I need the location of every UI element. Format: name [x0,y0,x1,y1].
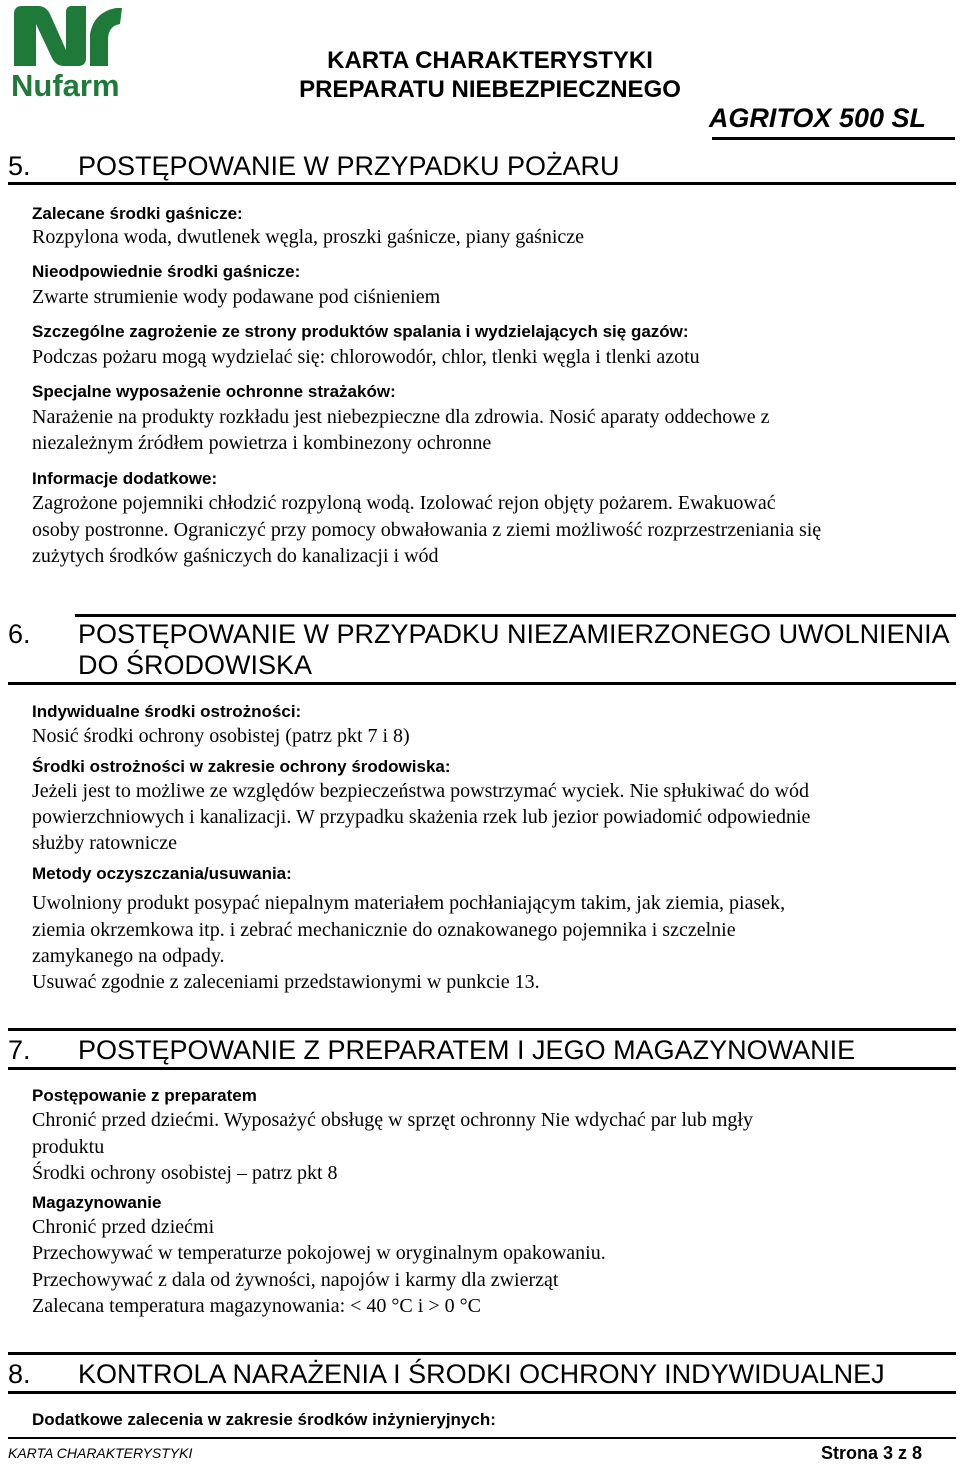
section-8-rule [8,1391,956,1394]
section-7-title: POSTĘPOWANIE Z PREPARATEM I JEGO MAGAZYNOWANIE [78,1035,856,1065]
section-7-top-rule [8,1028,956,1031]
label-combustion-hazards: Szczególne zagrożenie ze strony produktów spalania i wydzielających się gazów: [32,322,689,341]
text-personal-precautions: Nosić środki ochrony osobistej (patrz pkt 7 i 8) [32,725,410,747]
section-5-number: 5. [8,151,31,181]
text-storage-4: Zalecana temperatura magazynowania: < 40 °C i > 0 °C [32,1295,481,1317]
text-additional-info-1: Zagrożone pojemniki chłodzić rozpyloną wodą. Izolować rejon objęty pożarem. Ewakuować [32,492,776,514]
label-cleanup-methods: Metody oczyszczania/usuwania: [32,864,292,883]
header-rule [712,137,955,140]
text-storage-2: Przechowywać w temperaturze pokojowej w oryginalnym opakowaniu. [32,1242,606,1264]
text-cleanup-methods-2: ziemia okrzemkowa itp. i zebrać mechanicznie do oznakowanego pojemnika i szczelnie [32,919,736,941]
text-environmental-precautions-2: powierzchniowych i kanalizacji. W przypadku skażenia rzek lub jezior powiadomić odpowiednie [32,806,811,828]
footer-page-number: Strona 3 z 8 [820,1443,922,1463]
footer-document-name: KARTA CHARAKTERYSTYKI [8,1445,193,1461]
nufarm-logo-icon [8,4,126,100]
section-5-rule [8,182,956,185]
label-storage: Magazynowanie [32,1193,162,1212]
text-handling-2: produktu [32,1136,105,1158]
label-additional-info: Informacje dodatkowe: [32,469,218,488]
text-firefighter-equipment-2: niezależnym źródłem powietrza i kombinezony ochronne [32,432,492,454]
section-6-title-line2: DO ŚRODOWISKA [78,650,313,680]
label-unsuitable-media: Nieodpowiednie środki gaśnicze: [32,262,301,281]
text-handling-3: Środki ochrony osobistej – patrz pkt 8 [32,1162,338,1184]
section-6-number: 6. [8,619,31,649]
text-cleanup-methods-4: Usuwać zgodnie z zaleceniami przedstawionymi w punkcie 13. [32,971,540,993]
nufarm-logo [8,4,126,100]
logo-wordmark: Nufarm [11,68,120,100]
text-storage-3: Przechowywać z dala od żywności, napojów i karmy dla zwierząt [32,1269,559,1291]
product-name: AGRITOX 500 SL [708,103,926,133]
text-cleanup-methods-3: zamykanego na odpady. [32,945,225,967]
section-6-top-rule [75,614,956,617]
text-extinguishing-media: Rozpylona woda, dwutlenek węgla, proszki gaśnicze, piany gaśnicze [32,226,585,248]
text-additional-info-2: osoby postronne. Ograniczyć przy pomocy obwałowania z ziemi możliwość rozprzestrzeniania się [32,519,822,541]
section-8-number: 8. [8,1359,31,1389]
text-combustion-hazards: Podczas pożaru mogą wydzielać się: chlorowodór, chlor, tlenki węgla i tlenki azotu [32,346,700,368]
text-additional-info-3: zużytych środków gaśniczych do kanalizacji i wód [32,545,439,567]
section-7-rule [8,1067,956,1070]
label-extinguishing-media: Zalecane środki gaśnicze: [32,204,243,223]
text-firefighter-equipment-1: Narażenie na produkty rozkładu jest niebezpieczne dla zdrowia. Nosić aparaty oddechowe z [32,406,770,428]
section-8-top-rule [8,1352,956,1355]
text-storage-1: Chronić przed dziećmi [32,1216,215,1238]
section-5-title: POSTĘPOWANIE W PRZYPADKU POŻARU [78,151,620,181]
document-title-line2: PREPARATU NIEBEZPIECZNEGO [299,76,681,103]
section-8-title: KONTROLA NARAŻENIA I ŚRODKI OCHRONY INDYWIDUALNEJ [78,1359,885,1389]
text-environmental-precautions-3: służby ratownicze [32,832,177,854]
text-cleanup-methods-1: Uwolniony produkt posypać niepalnym materiałem pochłaniającym takim, jak ziemia, piasek, [32,892,786,914]
footer-rule [8,1437,956,1439]
section-6-title-line1: POSTĘPOWANIE W PRZYPADKU NIEZAMIERZONEGO UWOLNIENIA [78,619,950,649]
label-firefighter-equipment: Specjalne wyposażenie ochronne strażaków: [32,382,396,401]
section-6-rule [8,682,956,685]
label-handling: Postępowanie z preparatem [32,1086,257,1105]
section-7-number: 7. [8,1035,31,1065]
document-title-line1: KARTA CHARAKTERYSTYKI [327,47,653,74]
text-unsuitable-media: Zwarte strumienie wody podawane pod ciśnieniem [32,286,441,308]
text-environmental-precautions-1: Jeżeli jest to możliwe ze względów bezpieczeństwa powstrzymać wyciek. Nie spłukiwać do wód [32,780,809,802]
text-handling-1: Chronić przed dziećmi. Wyposażyć obsługę w sprzęt ochronny Nie wdychać par lub mgły [32,1109,753,1131]
label-environmental-precautions: Środki ostrożności w zakresie ochrony środowiska: [32,757,451,776]
label-engineering-measures: Dodatkowe zalecenia w zakresie środków inżynieryjnych: [32,1410,496,1429]
label-personal-precautions: Indywidualne środki ostrożności: [32,702,302,721]
